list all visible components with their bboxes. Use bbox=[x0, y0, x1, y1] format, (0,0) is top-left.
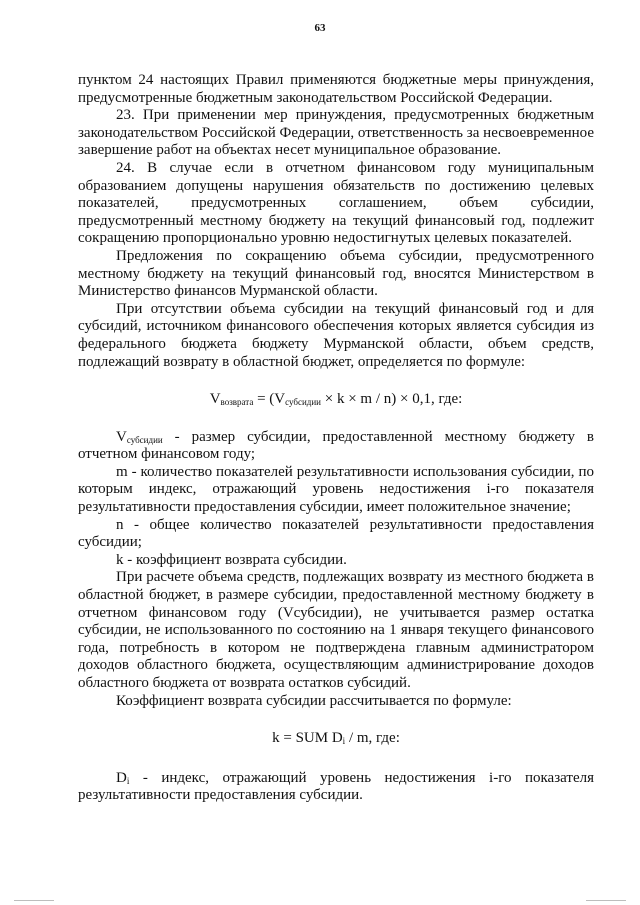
def-d-symbol: D bbox=[116, 769, 127, 786]
formula-lhs-subscript: возврата bbox=[220, 397, 254, 408]
formula-return-volume bbox=[78, 391, 594, 409]
definition-k: k - коэффициент возврата субсидии. bbox=[116, 551, 347, 568]
formula-rhs: × k × m / n) × 0,1, где: bbox=[320, 391, 463, 408]
paragraph-proposals: Предложения по сокращению объема субсидии, предусмотренного местному бюджету на текущий финансовый год, вносятся Министерством в Министерство финансов Мурманской области. bbox=[78, 247, 594, 300]
formula2-subscript: i bbox=[342, 736, 346, 747]
def-d-text: - индекс, отражающий уровень недостижения i-го показателя результативности предоставления субсидии. bbox=[78, 769, 594, 804]
paragraph-continuation: пунктом 24 настоящих Правил применяются бюджетные меры принуждения, предусмотренные бюджетным законодательством Российской Федерации. bbox=[78, 72, 594, 106]
paragraph-calculation: При расчете объема средств, подлежащих возврату из местного бюджета в областной бюджет, в размере субсидии, предоставленной местному бюджету в отчетном финансовом году (Vсубсидии), не учитывается размер остатка субсидии, не использованного по состоянию на 1 января текущего финансового года, потребность в котором не подтверждена главным администратором доходов областного бюджета, осуществляющим администрирование доходов областного бюджета от возврата остатков субсидий. bbox=[78, 569, 594, 691]
definition-v-subsidy bbox=[78, 429, 594, 464]
scan-artifact-left bbox=[14, 900, 54, 901]
definition-d bbox=[78, 770, 594, 805]
paragraph-coefficient: Коэффициент возврата субсидии рассчитывается по формуле: bbox=[116, 692, 512, 709]
def-v-text: - размер субсидии, предоставленной местному бюджету в отчетном финансовом году; bbox=[78, 428, 594, 463]
page-number: 63 bbox=[314, 22, 326, 34]
paragraph-24: 24. В случае если в отчетном финансовом году муниципальным образованием допущены нарушения обязательств по достижению целевых показателей, предусмотренных соглашением, объем субсидии, предусмотренный местному бюджету на текущий финансовый год, подлежит сокращению пропорционально уровню недостигнутых целевых показателей. bbox=[78, 159, 594, 247]
formula-lhs: V bbox=[209, 391, 221, 408]
formula-coefficient bbox=[78, 730, 594, 748]
paragraph-no-subsidy: При отсутствии объема субсидии на текущий финансовый год и для субсидий, источником финансового обеспечения которых является субсидия из федерального бюджета бюджету Мурманской области, объем средств, подлежащий возврату в областной бюджет, определяется по формуле: bbox=[78, 300, 594, 370]
formula-mid-subscript: субсидии bbox=[285, 397, 321, 408]
formula2-pre: k = SUM D bbox=[272, 730, 343, 747]
paragraph-23: 23. При применении мер принуждения, предусмотренных бюджетным законодательством Российской Федерации, ответственность за несвоевременное завершение работ на объектах несет муниципальное образование. bbox=[78, 107, 594, 159]
definition-n: n - общее количество показателей результативности предоставления субсидии; bbox=[78, 516, 594, 551]
def-v-symbol: V bbox=[116, 428, 127, 445]
scan-artifact-right bbox=[586, 900, 626, 901]
def-v-subscript: субсидии bbox=[126, 434, 163, 445]
def-d-subscript: i bbox=[126, 775, 130, 786]
formula-mid: = (V bbox=[253, 391, 286, 408]
formula2-post: / m, где: bbox=[345, 730, 400, 747]
definition-m: m - количество показателей результативности использования субсидии, по которым индекс, отражающий уровень недостижения i-го показателя результативности предоставления субсидии, имеет положительное значение; bbox=[78, 463, 594, 516]
document-body bbox=[78, 72, 594, 805]
